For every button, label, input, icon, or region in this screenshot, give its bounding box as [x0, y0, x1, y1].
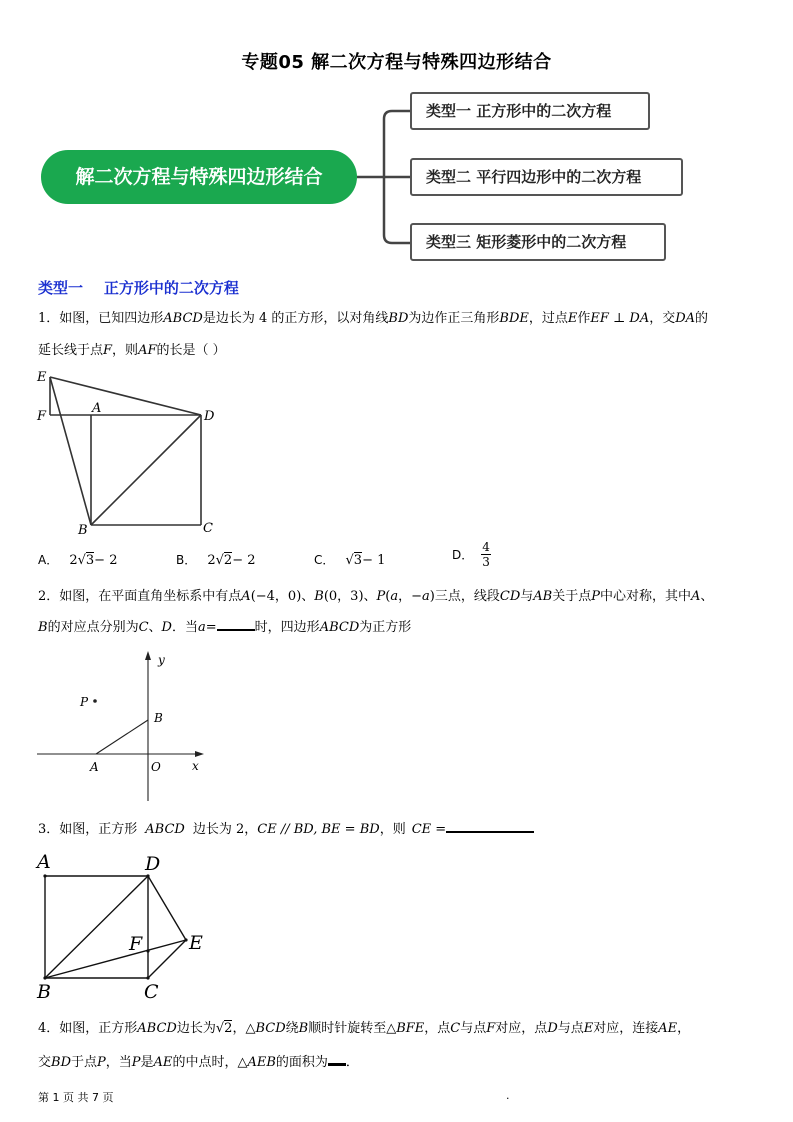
segment-ED: [50, 377, 201, 415]
q-text: 如图，已知四边形: [59, 311, 164, 326]
q-text: 、: [700, 589, 714, 604]
q-text: ．: [345, 1055, 359, 1070]
q-radicand: 2: [224, 1021, 233, 1036]
label-D: D: [204, 409, 215, 424]
q-math: ABCD: [163, 311, 203, 326]
option-a[interactable]: [38, 549, 117, 568]
q-math: AEB: [247, 1055, 276, 1070]
q-text: 对应，连接: [593, 1021, 659, 1036]
segment-DE: [148, 876, 186, 940]
q-math: P: [376, 589, 386, 604]
q-text: 如图，在平面直角坐标系中有点: [59, 589, 242, 604]
q-math: DA: [675, 311, 696, 326]
q-text: ，△: [232, 1021, 256, 1036]
option-radicand: 3: [353, 553, 363, 568]
segment-EB: [50, 377, 91, 525]
option-rest: − 2: [94, 553, 118, 568]
q-math: AE: [153, 1055, 173, 1070]
q-text: 为正方形: [359, 620, 412, 635]
label-C: C: [203, 521, 213, 536]
question-4-line-2: [38, 1051, 359, 1073]
point-A: [43, 874, 46, 877]
q-math: EF ⊥ DA: [590, 311, 650, 326]
question-number: 4．: [38, 1021, 60, 1036]
q-text: (0，3)、: [323, 589, 377, 604]
option-radicand: 3: [85, 553, 95, 568]
label-O: O: [151, 760, 161, 774]
q-math: P: [591, 589, 600, 604]
q-math: D: [161, 620, 172, 635]
q-text: ，−: [398, 589, 423, 604]
question-number: 3．: [38, 822, 60, 837]
sqrt-icon: √: [215, 1021, 225, 1036]
footer-dot: .: [506, 1089, 510, 1102]
point-F: [146, 949, 149, 952]
q-text: 的面积为: [275, 1055, 328, 1070]
question-number: 1．: [38, 311, 60, 326]
mindmap-branch-1: 类型一 正方形中的二次方程: [410, 92, 650, 130]
point-C: [146, 976, 149, 979]
q-text: ．当: [171, 620, 198, 635]
q-text: =: [205, 620, 217, 635]
q-text: 延长线于点: [38, 343, 104, 358]
q-text: 于点: [71, 1055, 98, 1070]
question-1-line-1: [38, 309, 708, 329]
q-text: 为边作正三角形: [408, 311, 500, 326]
page-footer: 第 1 页 共 7 页: [38, 1091, 114, 1104]
question-4-line-1: [38, 1019, 690, 1039]
question-number: 2．: [38, 589, 60, 604]
mindmap-branch-3: 类型三 矩形菱形中的二次方程: [410, 223, 666, 261]
q-text: 交: [38, 1055, 52, 1070]
segment-BD: [91, 415, 201, 525]
q-math: AB: [533, 589, 553, 604]
q-math: ABCD: [145, 822, 185, 837]
q-math: CD: [499, 589, 521, 604]
mindmap-central-node: 解二次方程与特殊四边形结合: [41, 150, 357, 204]
label-P: P: [80, 695, 89, 709]
q-math: AE: [658, 1021, 678, 1036]
label-D: D: [145, 853, 161, 875]
option-label: C．: [314, 553, 335, 567]
q-math: CE =: [411, 822, 447, 837]
label-B: B: [78, 523, 88, 538]
figure-2: [34, 648, 214, 804]
q-text: 的长是（ ）: [156, 343, 226, 358]
q-text: (−4，0)、: [250, 589, 315, 604]
q-text: ，则: [379, 822, 406, 837]
q-math: a: [198, 620, 206, 635]
option-c[interactable]: [314, 549, 385, 568]
answer-blank[interactable]: [446, 819, 534, 833]
sqrt-icon: √: [215, 553, 224, 568]
answer-blank[interactable]: [217, 617, 255, 631]
question-1-line-2: [38, 341, 226, 361]
point-E: [184, 938, 187, 941]
q-math: F: [103, 343, 113, 358]
q-text: ，则: [112, 343, 139, 358]
option-label: B．: [176, 553, 197, 567]
q-math: CE // BD, BE = BD: [257, 822, 380, 837]
q-math: BCD: [255, 1021, 286, 1036]
q-math: P: [131, 1055, 141, 1070]
q-math: AF: [138, 343, 157, 358]
q-math: BFE: [396, 1021, 425, 1036]
q-text: 、: [148, 620, 162, 635]
label-x: x: [192, 759, 199, 773]
option-label: A．: [38, 553, 59, 567]
q-text: 是: [140, 1055, 154, 1070]
segment-BD: [45, 876, 148, 978]
q-text: 时，四边形: [254, 620, 320, 635]
label-F: F: [129, 933, 143, 955]
option-b[interactable]: [176, 549, 255, 568]
q-math: a: [390, 589, 399, 604]
y-axis-arrow-icon: [145, 651, 151, 660]
option-coef: 2: [207, 553, 216, 568]
q-text: 绕: [285, 1021, 299, 1036]
q-math: BD: [388, 311, 409, 326]
q-text: 中心对称，其中: [599, 589, 691, 604]
answer-blank[interactable]: [328, 1051, 346, 1066]
q-text: (: [385, 589, 391, 604]
q-math: ABCD: [137, 1021, 177, 1036]
sqrt-icon: √: [77, 553, 86, 568]
q-math: ABCD: [319, 620, 360, 635]
question-2-line-1: [38, 587, 713, 607]
q-text: ，当: [105, 1055, 132, 1070]
segment-BE: [45, 940, 186, 978]
label-A: A: [37, 851, 51, 873]
q-text: 的中点时，△: [172, 1055, 248, 1070]
label-y: y: [158, 653, 165, 667]
q-text: 边长为: [176, 1021, 216, 1036]
q-math: BDE: [499, 311, 529, 326]
q-math: E: [583, 1021, 594, 1036]
mindmap-branch-2: 类型二 平行四边形中的二次方程: [410, 158, 683, 196]
option-rest: − 1: [362, 553, 386, 568]
q-math: E: [567, 311, 578, 326]
q-math: C: [138, 620, 149, 635]
q-math: B: [38, 620, 48, 635]
mindmap-connectors: [0, 0, 793, 270]
q-math: F: [486, 1021, 496, 1036]
x-axis-arrow-icon: [195, 751, 204, 757]
question-3: [38, 819, 534, 840]
q-text: 的对应点分别为: [47, 620, 139, 635]
point-B: [43, 976, 46, 979]
label-B: B: [37, 981, 51, 1003]
point-P: [93, 699, 97, 703]
q-math: B: [314, 589, 324, 604]
option-rest: − 2: [232, 553, 256, 568]
q-text: 关于点: [552, 589, 592, 604]
q-text: )三点，线段: [429, 589, 500, 604]
q-text: ，点: [424, 1021, 451, 1036]
segment-AB: [96, 720, 148, 754]
label-A: A: [92, 401, 102, 416]
fraction-denominator: 3: [482, 555, 490, 569]
label-C: C: [144, 981, 159, 1003]
option-d[interactable]: [452, 540, 491, 569]
document-title: 专题05 解二次方程与特殊四边形结合: [241, 52, 552, 73]
figure-1: [30, 362, 230, 538]
q-math: P: [97, 1055, 106, 1070]
q-text: 如图，正方形: [59, 1021, 138, 1036]
q-text: ，过点: [528, 311, 568, 326]
label-F: F: [37, 409, 47, 424]
q-text: ，交: [649, 311, 676, 326]
label-B: B: [154, 711, 163, 725]
q-text: 如图，正方形: [59, 822, 138, 837]
q-text: ，: [677, 1021, 691, 1036]
label-E: E: [37, 370, 47, 385]
q-text: 与点: [557, 1021, 584, 1036]
q-math: A: [691, 589, 701, 604]
label-E: E: [189, 932, 203, 954]
q-math: BD: [51, 1055, 71, 1070]
q-text: 与点: [460, 1021, 487, 1036]
option-fraction: [481, 540, 491, 569]
question-2-line-2: [38, 617, 411, 638]
q-math: A: [241, 589, 251, 604]
option-coef: 2: [69, 553, 78, 568]
q-text: 是边长为 4 的正方形，以对角线: [202, 311, 389, 326]
q-math: C: [450, 1021, 461, 1036]
label-A: A: [90, 760, 99, 774]
option-label: D．: [452, 548, 474, 562]
figure-3: [30, 848, 220, 1006]
q-text: 的: [695, 311, 709, 326]
fraction-numerator: 4: [482, 540, 490, 554]
q-math: D: [547, 1021, 558, 1036]
option-radicand: 2: [223, 553, 233, 568]
q-text: 与: [520, 589, 534, 604]
section-heading: 类型一 正方形中的二次方程: [38, 279, 239, 297]
q-text: 顺时针旋转至△: [308, 1021, 397, 1036]
q-text: 边长为 2，: [192, 822, 258, 837]
q-math: a: [422, 589, 430, 604]
q-text: 作: [577, 311, 591, 326]
q-text: 对应，点: [495, 1021, 548, 1036]
sqrt-icon: √: [345, 553, 354, 568]
q-math: B: [298, 1021, 309, 1036]
